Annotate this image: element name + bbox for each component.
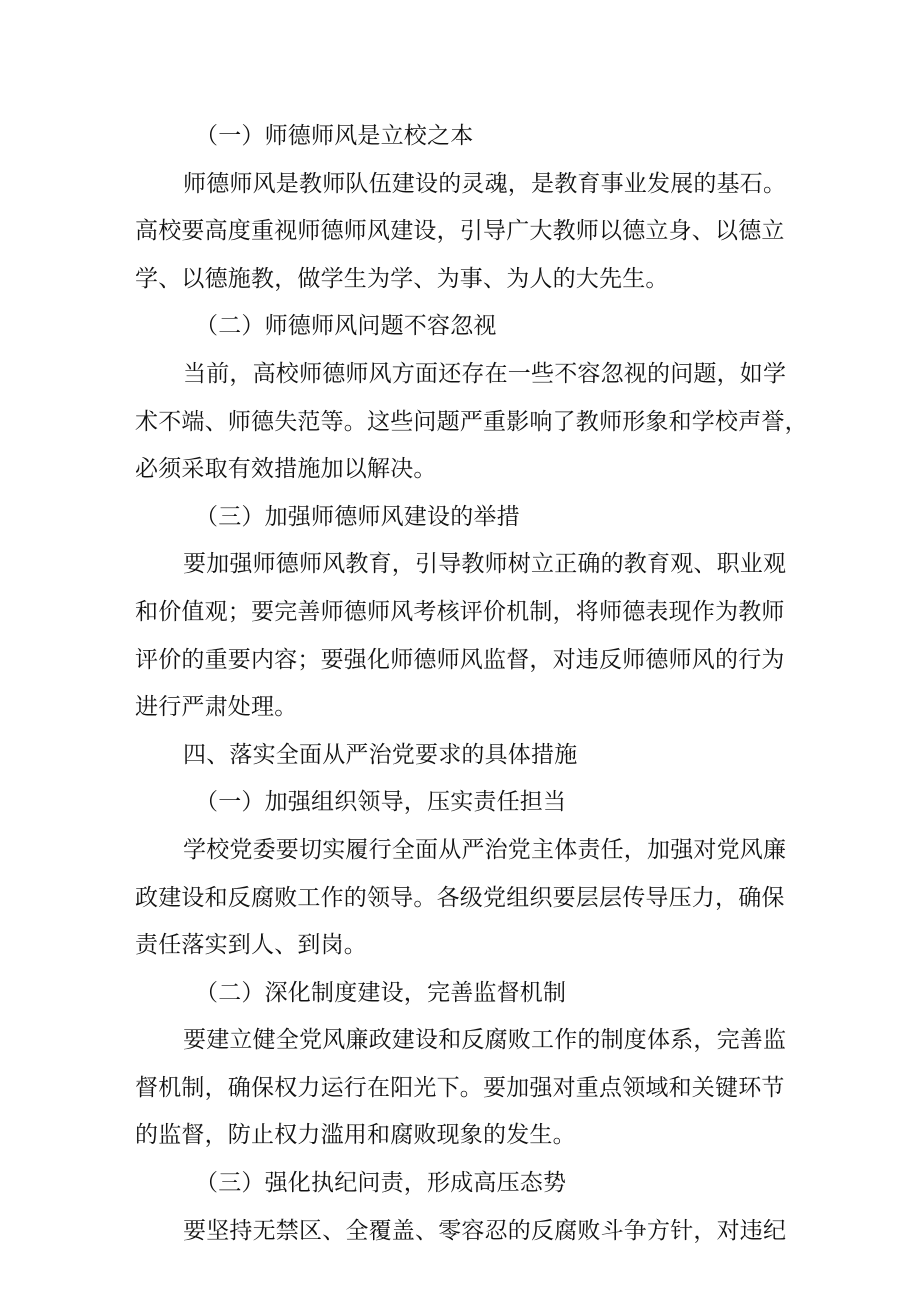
section-heading: （三）加强师德师风建设的举措 xyxy=(195,503,520,530)
paragraph-line: 必须采取有效措施加以解决。 xyxy=(135,456,437,483)
document-body xyxy=(135,113,808,1255)
section-heading: （一）加强组织领导，压实责任担当 xyxy=(195,789,567,816)
section-heading: （二）师德师风问题不容忽视 xyxy=(195,313,497,340)
paragraph-line: 督机制，确保权力运行在阳光下。要加强对重点领域和关键环节 xyxy=(135,1074,785,1101)
paragraph-line: 学、以德施教，做学生为学、为事、为人的大先生。 xyxy=(135,265,669,292)
section-heading: （三）强化执纪问责，形成高压态势 xyxy=(195,1170,567,1197)
paragraph-line: 评价的重要内容；要强化师德师风监督，对违反师德师风的行为 xyxy=(135,646,785,673)
paragraph-line: 学校党委要切实履行全面从严治党主体责任，加强对党风廉 xyxy=(183,836,787,863)
paragraph-line: 和价值观；要完善师德师风考核评价机制，将师德表现作为教师 xyxy=(135,598,785,625)
paragraph-line: 师德师风是教师队伍建设的灵魂，是教育事业发展的基石。 xyxy=(183,170,787,197)
paragraph-line: 要坚持无禁区、全覆盖、零容忍的反腐败斗争方针，对违纪 xyxy=(183,1217,787,1244)
paragraph-line: 高校要高度重视师德师风建设，引导广大教师以德立身、以德立 xyxy=(135,218,785,245)
paragraph-line: 要建立健全党风廉政建设和反腐败工作的制度体系，完善监 xyxy=(183,1027,787,1054)
section-heading: （一）师德师风是立校之本 xyxy=(195,123,474,149)
paragraph-line: 进行严肃处理。 xyxy=(135,694,298,721)
paragraph-line: 术不端、师德失范等。这些问题严重影响了教师形象和学校声誉， xyxy=(135,408,808,435)
paragraph-line: 政建设和反腐败工作的领导。各级党组织要层层传导压力，确保 xyxy=(135,884,785,911)
chapter-heading: 四、落实全面从严治党要求的具体措施 xyxy=(183,741,578,768)
paragraph-line: 要加强师德师风教育，引导教师树立正确的教育观、职业观 xyxy=(183,551,787,578)
paragraph-line: 的监督，防止权力滥用和腐败现象的发生。 xyxy=(135,1122,576,1149)
paragraph-line: 当前，高校师德师风方面还存在一些不容忽视的问题，如学 xyxy=(183,360,787,387)
section-heading: （二）深化制度建设，完善监督机制 xyxy=(195,979,567,1006)
paragraph-line: 责任落实到人、到岗。 xyxy=(135,932,367,959)
